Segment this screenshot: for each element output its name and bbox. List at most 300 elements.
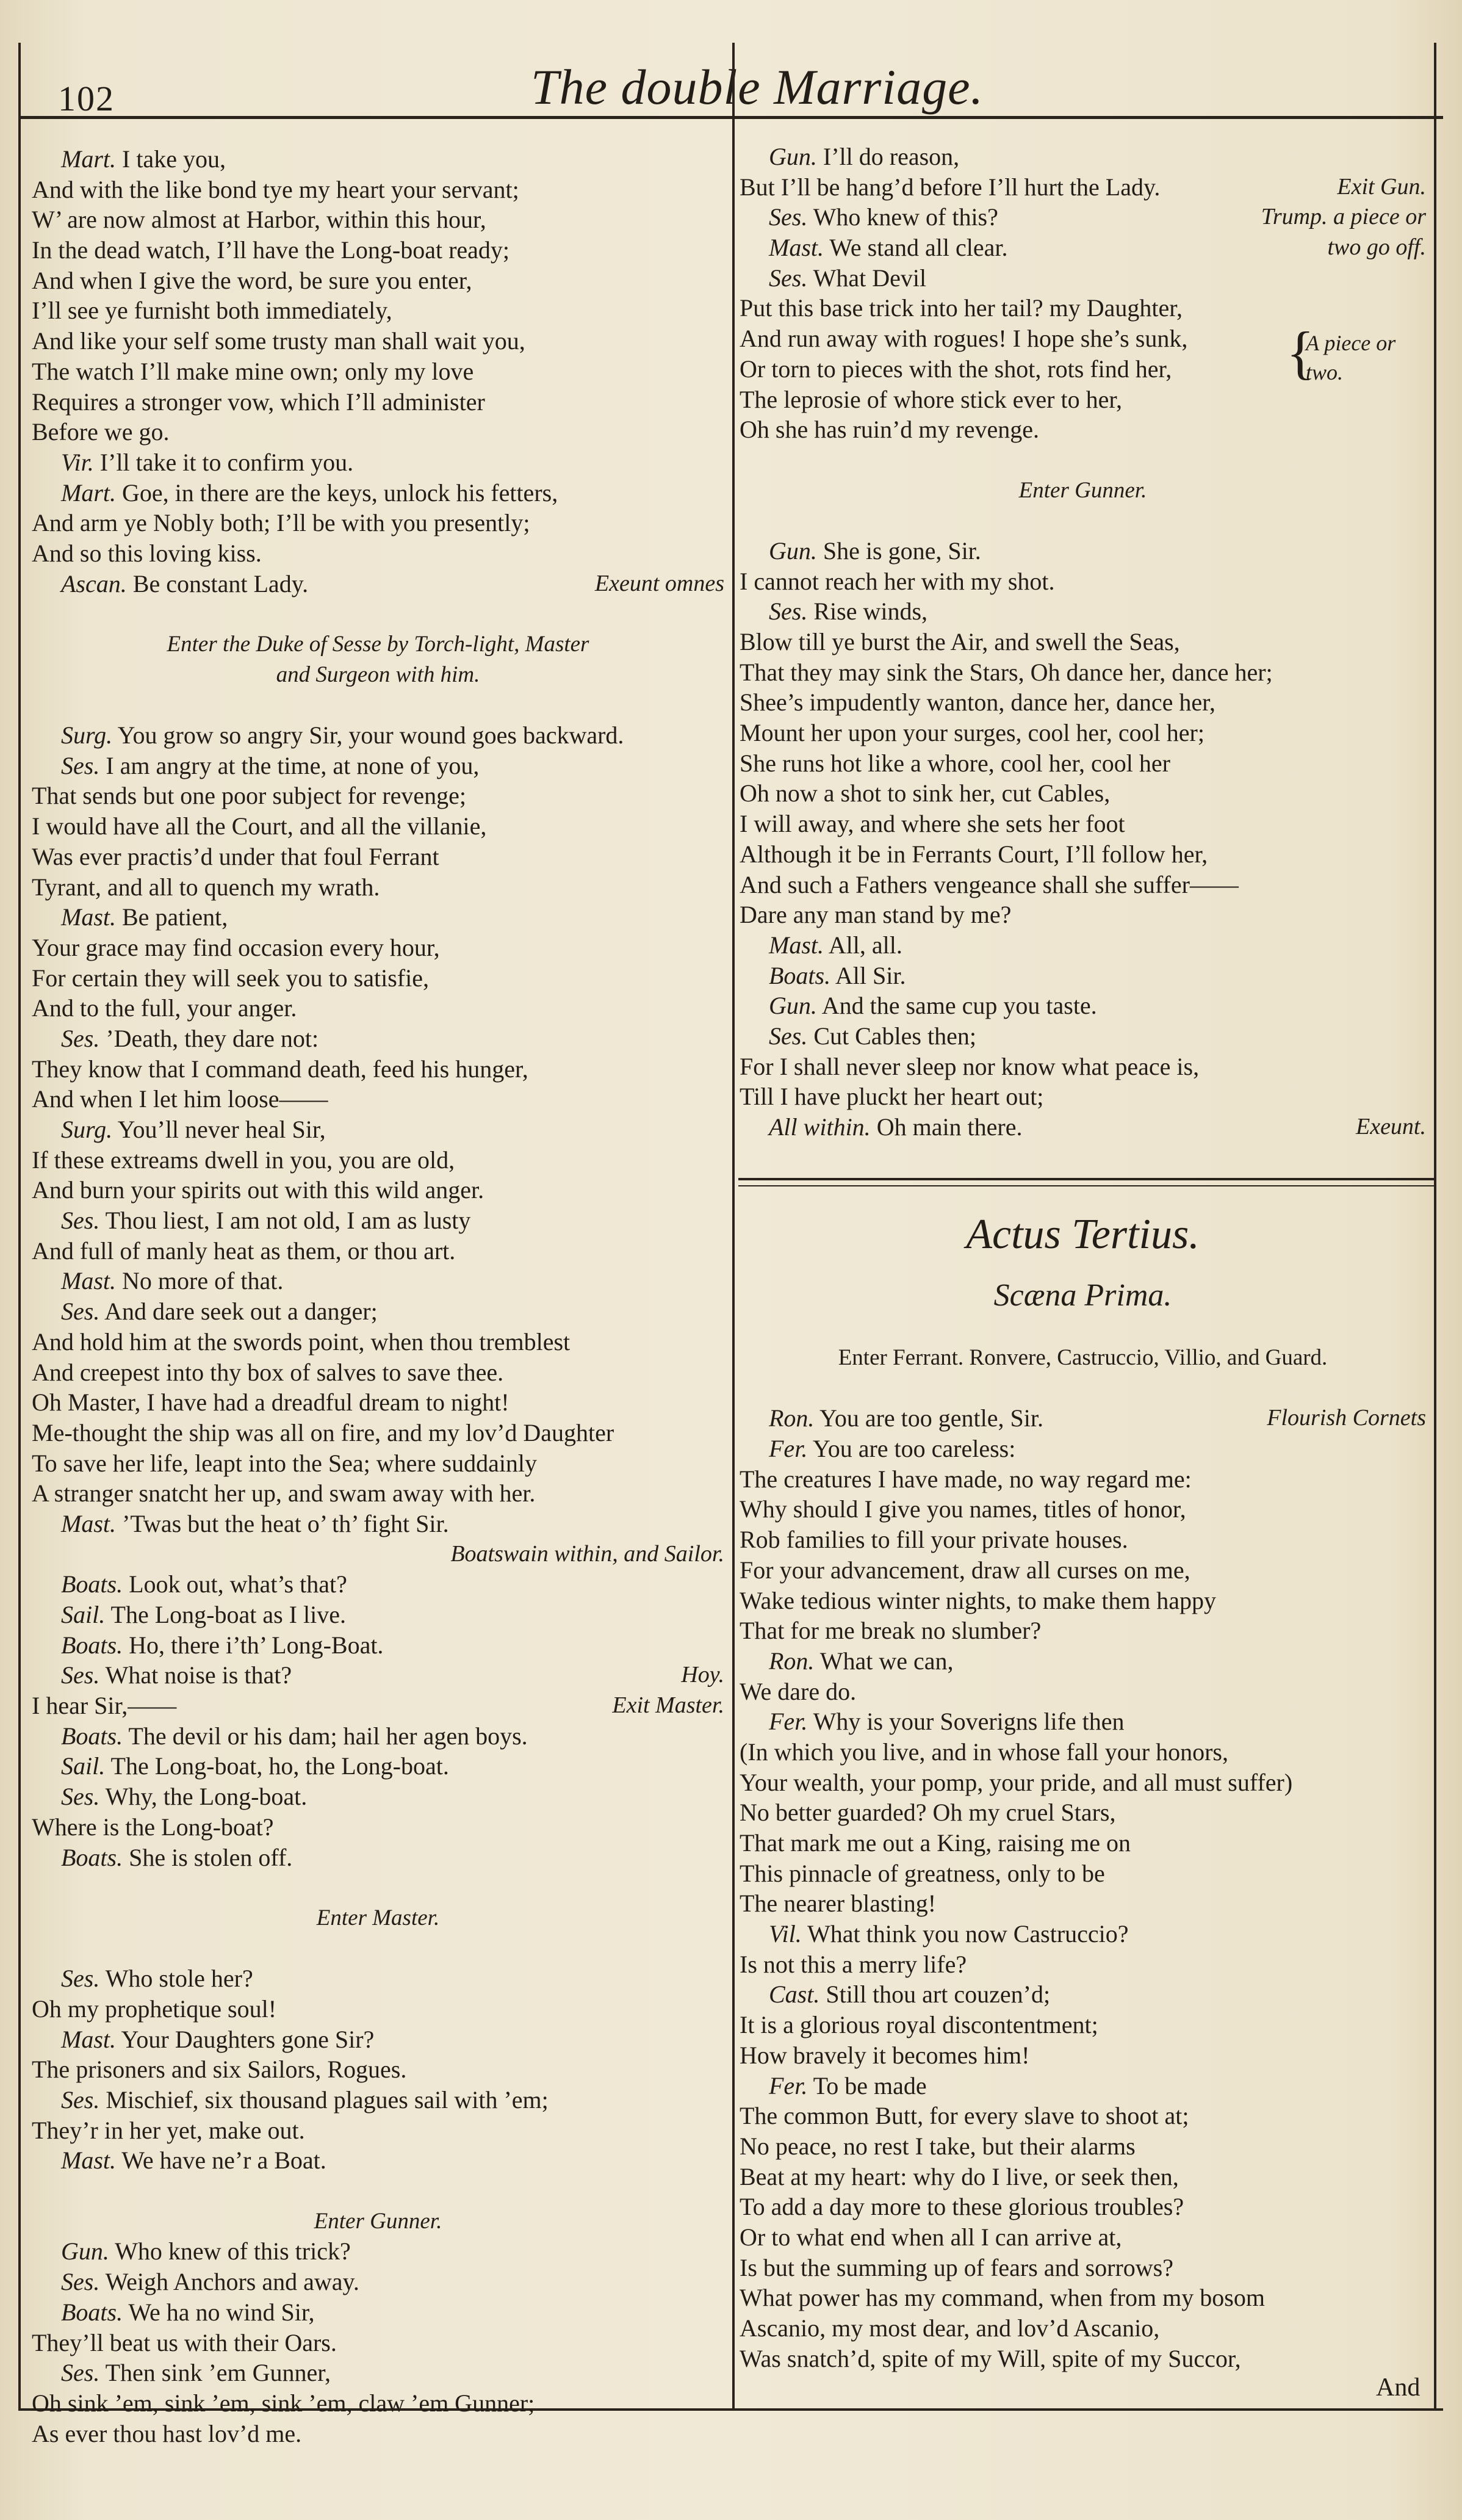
line-text: The Long-boat as I live. <box>110 1601 346 1628</box>
speaker-name: Vir. <box>61 448 94 476</box>
speaker-name: Ron. <box>769 1404 815 1432</box>
speaker-name: Ses. <box>61 1298 100 1326</box>
text-line <box>32 2024 724 2055</box>
speaker-name: Gun. <box>61 2237 109 2265</box>
line-text: You are too gentle, Sir. <box>819 1404 1043 1432</box>
speaker-name: Fer. <box>769 1435 808 1463</box>
speaker-name: Cast. <box>769 1980 820 2009</box>
line-text: Rob families to fill your private houses. <box>740 1526 1128 1554</box>
line-text: For certain they will seek you to satisfie, <box>32 964 429 992</box>
text-line <box>32 478 724 508</box>
line-text: They know that I command death, feed his hunger, <box>32 1055 528 1083</box>
left-column <box>32 144 724 2449</box>
brace-note-line: two. <box>1306 360 1344 384</box>
speaker-name: All within. <box>769 1113 871 1141</box>
line-text: We dare do. <box>740 1677 857 1705</box>
line-text: That mark me out a King, raising me on <box>740 1829 1131 1857</box>
line-text: We ha no wind Sir, <box>128 2298 315 2326</box>
text-line <box>32 1843 724 1873</box>
speaker-name: Ses. <box>61 1783 100 1811</box>
text-line <box>740 1767 1426 1798</box>
spacer <box>32 2176 724 2206</box>
line-text: (In which you live, and in whose fall your honors, <box>740 1738 1228 1766</box>
text-line <box>740 384 1426 415</box>
line-text: This pinnacle of greatness, only to be <box>740 1859 1105 1887</box>
line-text: Or to what end when all I can arrive at, <box>740 2223 1122 2251</box>
line-text: Was snatch’d, spite of my Will, spite of my Succor, <box>740 2344 1241 2372</box>
text-line <box>740 809 1426 839</box>
line-text: And run away with rogues! I hope she’s sunk, <box>740 325 1188 353</box>
line-text: The prisoners and six Sailors, Rogues. <box>32 2056 407 2084</box>
text-line <box>32 144 724 175</box>
line-text: In the dead watch, I’ll have the Long-boat ready; <box>32 236 510 264</box>
line-text: What we can, <box>819 1647 954 1675</box>
text-line <box>740 778 1426 809</box>
speaker-name: Sail. <box>61 1601 106 1628</box>
text-line <box>740 1737 1426 1767</box>
line-text: She is gone, Sir. <box>823 536 981 565</box>
speaker-name: Mast. <box>61 2146 116 2175</box>
right-column-bottom <box>740 1343 1426 2374</box>
line-text: What noise is that? <box>105 1661 292 1689</box>
text-line <box>740 900 1426 930</box>
line-text: That for me break no slumber? <box>740 1617 1042 1645</box>
text-line <box>32 933 724 963</box>
text-line <box>740 1081 1426 1112</box>
spacer <box>740 505 1426 536</box>
scene-heading: Scæna Prima. <box>993 1278 1172 1313</box>
line-text: Why is your Soverigns life then <box>813 1708 1125 1736</box>
line-text: Blow till ye burst the Air, and swell the Seas, <box>740 628 1180 655</box>
line-text: How bravely it becomes him! <box>740 2041 1030 2069</box>
speaker-name: Ses. <box>61 1024 100 1052</box>
text-line <box>740 1525 1426 1555</box>
line-text: Although it be in Ferrants Court, I’ll follow her, <box>740 840 1208 868</box>
text-line <box>32 2328 724 2358</box>
line-text: Be patient, <box>122 903 228 931</box>
header-rule <box>18 116 1443 119</box>
text-line <box>32 2054 724 2085</box>
text-line <box>32 1721 724 1752</box>
text-line <box>32 1236 724 1266</box>
brace-mark: { <box>1286 320 1315 385</box>
stage-direction: Hoy. <box>681 1662 724 1688</box>
line-text: And burn your spirits out with this wild anger. <box>32 1176 484 1204</box>
line-text: The common Butt, for every slave to shoot at; <box>740 2102 1189 2130</box>
line-text: Oh main there. <box>876 1113 1023 1141</box>
line-text: Was ever practis’d under that foul Ferrant <box>32 842 439 870</box>
text-line <box>32 1024 724 1054</box>
text-line <box>740 1979 1426 2010</box>
spacer <box>32 1872 724 1903</box>
text-line <box>740 536 1426 566</box>
line-text: Shee’s impudently wanton, dance her, dance her, <box>740 688 1215 717</box>
speaker-name: Surg. <box>61 721 113 749</box>
text-line <box>32 1114 724 1145</box>
text-line <box>740 263 1426 294</box>
catchword: And <box>1376 2374 1421 2402</box>
text-line <box>740 2222 1426 2253</box>
line-text: The creatures I have made, no way regard me: <box>740 1465 1192 1493</box>
line-text: For your advancement, draw all curses on me, <box>740 1556 1190 1584</box>
text-line <box>32 1903 724 1933</box>
text-line <box>32 2145 724 2176</box>
line-text: Look out, what’s that? <box>129 1570 347 1598</box>
text-line <box>740 1494 1426 1525</box>
line-text: Mount her upon your surges, cool her, cool her; <box>740 719 1205 747</box>
line-text: And dare seek out a danger; <box>104 1298 378 1326</box>
line-text: I will away, and where she sets her foot <box>740 810 1125 838</box>
line-text: I’ll take it to confirm you. <box>99 448 354 476</box>
text-line <box>32 751 724 781</box>
text-line <box>740 1403 1426 1434</box>
line-text: Why should I give you names, titles of honor, <box>740 1495 1186 1523</box>
speaker-name: Gun. <box>769 536 817 565</box>
line-text: To save her life, leapt into the Sea; where suddainly <box>32 1449 538 1477</box>
text-line <box>740 1112 1426 1143</box>
speaker-name: Fer. <box>769 2071 808 2099</box>
line-text: Still thou art couzen’d; <box>826 1980 1051 2009</box>
line-text: We have ne’r a Boat. <box>121 2146 326 2175</box>
text-line <box>740 961 1426 991</box>
speaker-name: Mast. <box>61 2025 116 2053</box>
text-line <box>740 839 1426 870</box>
line-text: I’ll see ye furnisht both immediately, <box>32 297 392 325</box>
speaker-name: Fer. <box>769 1708 808 1736</box>
text-line <box>32 629 724 660</box>
text-line <box>32 1205 724 1236</box>
speaker-name: Mast. <box>769 931 824 959</box>
line-text: And when I let him loose—— <box>32 1085 328 1113</box>
line-text: Who knew of this? <box>813 203 998 231</box>
stage-direction: and Surgeon with him. <box>276 662 480 687</box>
text-line <box>740 1616 1426 1646</box>
text-line <box>32 1418 724 1448</box>
speaker-name: Mast. <box>61 1267 116 1295</box>
line-text: I would have all the Court, and all the villanie, <box>32 812 487 840</box>
text-line <box>32 811 724 842</box>
speaker-name: Boats. <box>61 1570 123 1598</box>
line-text: It is a glorious royal discontentment; <box>740 2011 1098 2039</box>
speaker-name: Mart. <box>61 145 116 173</box>
text-line <box>740 1858 1426 1889</box>
text-line <box>740 2131 1426 2162</box>
stage-direction: Enter Ferrant. Ronvere, Castruccio, Villio, and Guard. <box>838 1345 1328 1370</box>
text-line <box>740 657 1426 688</box>
line-text: And full of manly heat as them, or thou art. <box>32 1237 456 1265</box>
right-border <box>1434 43 1436 2411</box>
line-text: Ascanio, my most dear, and lov’d Ascanio, <box>740 2314 1160 2342</box>
stage-direction: Enter the Duke of Sesse by Torch-light, Master <box>167 632 589 657</box>
line-text: Who stole her? <box>105 1965 253 1993</box>
speaker-name: Boats. <box>61 2298 123 2326</box>
text-line <box>740 718 1426 748</box>
speaker-name: Ascan. <box>61 569 127 598</box>
text-line <box>32 447 724 478</box>
text-line <box>740 1677 1426 1707</box>
line-text: And arm ye Nobly both; I’ll be with you presently; <box>32 509 530 537</box>
line-text: What Devil <box>813 264 927 292</box>
line-text: Be constant Lady. <box>132 569 309 598</box>
speaker-name: Surg. <box>61 1116 113 1143</box>
text-line <box>32 2085 724 2115</box>
speaker-name: Mast. <box>61 903 116 931</box>
text-line <box>32 1478 724 1509</box>
stage-direction: Exit Master. <box>612 1692 724 1719</box>
text-line <box>740 1555 1426 1586</box>
text-line <box>740 1343 1426 1373</box>
text-line <box>32 2115 724 2146</box>
line-text: A stranger snatcht her up, and swam away with her. <box>32 1479 536 1507</box>
text-line <box>32 175 724 205</box>
text-line <box>740 596 1426 627</box>
stage-direction: Exeunt omnes <box>594 570 724 596</box>
text-line <box>740 1464 1426 1495</box>
speaker-name: Ses. <box>61 1661 100 1689</box>
speaker-name: Vil. <box>769 1920 802 1948</box>
text-line <box>32 508 724 538</box>
line-text: And to the full, your anger. <box>32 994 297 1022</box>
line-text: I take you, <box>122 145 226 173</box>
act-divider-rule <box>738 1178 1434 1180</box>
line-text: Your wealth, your pomp, your pride, and all must suffer) <box>740 1768 1293 1796</box>
line-text: For I shall never sleep nor know what peace is, <box>740 1052 1200 1080</box>
speaker-name: Mast. <box>769 234 824 262</box>
line-text: Why, the Long-boat. <box>105 1783 308 1811</box>
text-line <box>32 356 724 387</box>
text-line <box>32 417 724 447</box>
speaker-name: Boats. <box>61 1631 123 1659</box>
text-line <box>32 2388 724 2419</box>
line-text: Is but the summing up of fears and sorrows? <box>740 2253 1173 2281</box>
line-text: Goe, in there are the keys, unlock his fetters, <box>122 478 558 507</box>
line-text: Wake tedious winter nights, to make them happy <box>740 1586 1217 1614</box>
brace-note <box>1306 328 1395 387</box>
text-line <box>740 1706 1426 1737</box>
speaker-name: Ses. <box>769 598 808 626</box>
text-line <box>32 1296 724 1327</box>
speaker-name: Gun. <box>769 992 817 1020</box>
text-line <box>740 233 1426 263</box>
line-text: Dare any man stand by me? <box>740 901 1012 929</box>
text-line <box>32 1812 724 1843</box>
text-line <box>32 1357 724 1388</box>
text-line <box>740 1646 1426 1677</box>
text-line <box>32 1994 724 2024</box>
line-text: And when I give the word, be sure you enter, <box>32 266 472 294</box>
text-line <box>740 2162 1426 2192</box>
line-text: Before we go. <box>32 418 170 446</box>
speaker-name: Ses. <box>61 2086 100 2114</box>
line-text: She is stolen off. <box>129 1843 293 1871</box>
text-line <box>740 1828 1426 1858</box>
speaker-name: Ses. <box>61 1207 100 1235</box>
text-line <box>740 687 1426 718</box>
text-line <box>32 1782 724 1812</box>
line-text: They’r in her yet, make out. <box>32 2116 305 2144</box>
line-text: Where is the Long-boat? <box>32 1813 274 1841</box>
text-line <box>740 1888 1426 1919</box>
line-text: I cannot reach her with my shot. <box>740 567 1055 595</box>
right-column-top <box>740 142 1426 1143</box>
line-text: Then sink ’em Gunner, <box>105 2359 331 2387</box>
line-text: Ho, there i’th’ Long-Boat. <box>129 1631 384 1659</box>
text-line <box>32 569 724 599</box>
line-text: The Long-boat, ho, the Long-boat. <box>110 1752 449 1780</box>
stage-direction: Enter Gunner. <box>314 2208 442 2234</box>
text-line <box>740 930 1426 961</box>
text-line <box>32 1963 724 1994</box>
text-line <box>740 2010 1426 2040</box>
text-line <box>740 2040 1426 2071</box>
speaker-name: Boats. <box>61 1722 123 1750</box>
line-text: Put this base trick into her tail? my Daughter, <box>740 294 1183 322</box>
stage-direction: Exeunt. <box>1355 1114 1426 1139</box>
text-line <box>32 1630 724 1661</box>
stage-direction: two go off. <box>1327 234 1426 261</box>
text-line <box>32 2297 724 2328</box>
text-line <box>32 1600 724 1630</box>
text-line <box>32 235 724 265</box>
text-line <box>32 2419 724 2449</box>
line-text: The watch I’ll make mine own; only my love <box>32 357 474 385</box>
text-line <box>740 627 1426 657</box>
speaker-name: Gun. <box>769 143 817 170</box>
text-line <box>32 1751 724 1782</box>
line-text: No more of that. <box>122 1267 284 1295</box>
speaker-name: Ses. <box>769 1022 808 1050</box>
line-text: The leprosie of whore stick ever to her, <box>740 385 1123 413</box>
line-text: ’Twas but the heat o’ th’ fight Sir. <box>122 1509 449 1537</box>
text-line <box>32 326 724 356</box>
line-text: Mischief, six thousand plagues sail with ’em; <box>106 2086 549 2114</box>
speaker-name: Ses. <box>61 2268 100 2296</box>
line-text: I hear Sir,—— <box>32 1692 177 1720</box>
line-text: Your Daughters gone Sir? <box>121 2025 375 2053</box>
line-text: Thou liest, I am not old, I am as lusty <box>105 1207 471 1235</box>
text-line <box>740 870 1426 900</box>
text-line <box>740 2313 1426 2344</box>
text-line <box>740 293 1426 323</box>
text-line <box>740 142 1426 172</box>
text-line <box>740 1586 1426 1616</box>
text-line <box>740 1052 1426 1082</box>
stage-direction: Trump. a piece or <box>1261 204 1426 230</box>
text-line <box>32 1054 724 1085</box>
text-line <box>32 1175 724 1205</box>
spacer <box>740 1373 1426 1404</box>
line-text: Oh she has ruin’d my revenge. <box>740 416 1039 444</box>
line-text: You’ll never heal Sir, <box>117 1116 326 1143</box>
speaker-name: Ses. <box>61 2359 100 2387</box>
text-line <box>740 2071 1426 2101</box>
text-line <box>740 172 1426 203</box>
text-line <box>32 1509 724 1539</box>
text-line <box>740 1949 1426 1980</box>
text-line <box>32 1145 724 1175</box>
line-text: Is not this a merry life? <box>740 1950 967 1978</box>
text-line <box>32 720 724 751</box>
text-line <box>740 1797 1426 1828</box>
line-text: They’ll beat us with their Oars. <box>32 2328 337 2356</box>
brace-note-line: A piece or <box>1306 331 1396 355</box>
speaker-name: Mart. <box>61 478 116 507</box>
text-line <box>740 566 1426 597</box>
line-text: And the same cup you taste. <box>821 992 1097 1020</box>
line-text: Weigh Anchors and away. <box>105 2268 359 2296</box>
text-line <box>32 1327 724 1357</box>
text-line <box>32 538 724 569</box>
line-text: To add a day more to these glorious troubles? <box>740 2193 1184 2221</box>
text-line <box>32 1691 724 1721</box>
act-heading: Actus Tertius. <box>966 1211 1200 1258</box>
line-text: The devil or his dam; hail her agen boys. <box>128 1722 528 1750</box>
line-text: Who knew of this trick? <box>115 2237 351 2265</box>
column-divider <box>732 43 735 2411</box>
text-line <box>32 660 724 690</box>
stage-direction: Flourish Cornets <box>1267 1405 1426 1431</box>
line-text: And with the like bond tye my heart your servant; <box>32 175 519 203</box>
line-text: Oh now a shot to sink her, cut Cables, <box>740 779 1111 807</box>
text-line <box>32 902 724 933</box>
left-border <box>18 43 21 2411</box>
act-divider-rule-thin <box>738 1185 1434 1186</box>
spacer <box>32 1933 724 1964</box>
text-line <box>32 963 724 994</box>
line-text: The nearer blasting! <box>740 1890 937 1918</box>
text-line <box>32 1539 724 1570</box>
text-line <box>740 748 1426 779</box>
text-line <box>32 842 724 872</box>
line-text: I’ll do reason, <box>823 143 960 170</box>
speaker-name: Ses. <box>769 203 808 231</box>
line-text: All Sir. <box>835 961 906 989</box>
line-text: Cut Cables then; <box>813 1022 976 1050</box>
line-text: That sends but one poor subject for revenge; <box>32 782 467 810</box>
page-number: 102 <box>58 79 115 118</box>
text-line <box>740 202 1426 233</box>
line-text: Your grace may find occasion every hour, <box>32 933 440 961</box>
line-text: That they may sink the Stars, Oh dance her, dance her; <box>740 658 1273 686</box>
line-text: She runs hot like a whore, cool her, cool her <box>740 749 1170 777</box>
text-line <box>32 295 724 326</box>
text-line <box>740 2101 1426 2131</box>
text-line <box>32 204 724 235</box>
line-text: Me-thought the ship was all on fire, and my lov’d Daughter <box>32 1418 614 1446</box>
text-line <box>32 1569 724 1600</box>
line-text: Beat at my heart: why do I live, or seek then, <box>740 2162 1179 2190</box>
text-line <box>32 1448 724 1479</box>
running-title: The double Marriage. <box>531 59 984 115</box>
text-line <box>32 1660 724 1691</box>
line-text: But I’ll be hang’d before I’ll hurt the Lady. <box>740 173 1161 201</box>
text-line <box>740 475 1426 506</box>
spacer <box>32 599 724 629</box>
line-text: All, all. <box>828 931 902 959</box>
text-line <box>32 2236 724 2267</box>
speaker-name: Boats. <box>61 1843 123 1871</box>
line-text: Or torn to pieces with the shot, rots find her, <box>740 355 1172 383</box>
line-text: No better guarded? Oh my cruel Stars, <box>740 1799 1116 1827</box>
text-line <box>740 1919 1426 1949</box>
stage-direction: Enter Gunner. <box>1018 477 1147 503</box>
line-text: Rise winds, <box>813 598 928 626</box>
text-line <box>32 2358 724 2388</box>
text-line <box>740 2283 1426 2313</box>
stage-direction: Boatswain within, and Sailor. <box>450 1540 724 1567</box>
line-text: As ever thou hast lov’d me. <box>32 2419 302 2447</box>
line-text: W’ are now almost at Harbor, within this hour, <box>32 206 486 234</box>
